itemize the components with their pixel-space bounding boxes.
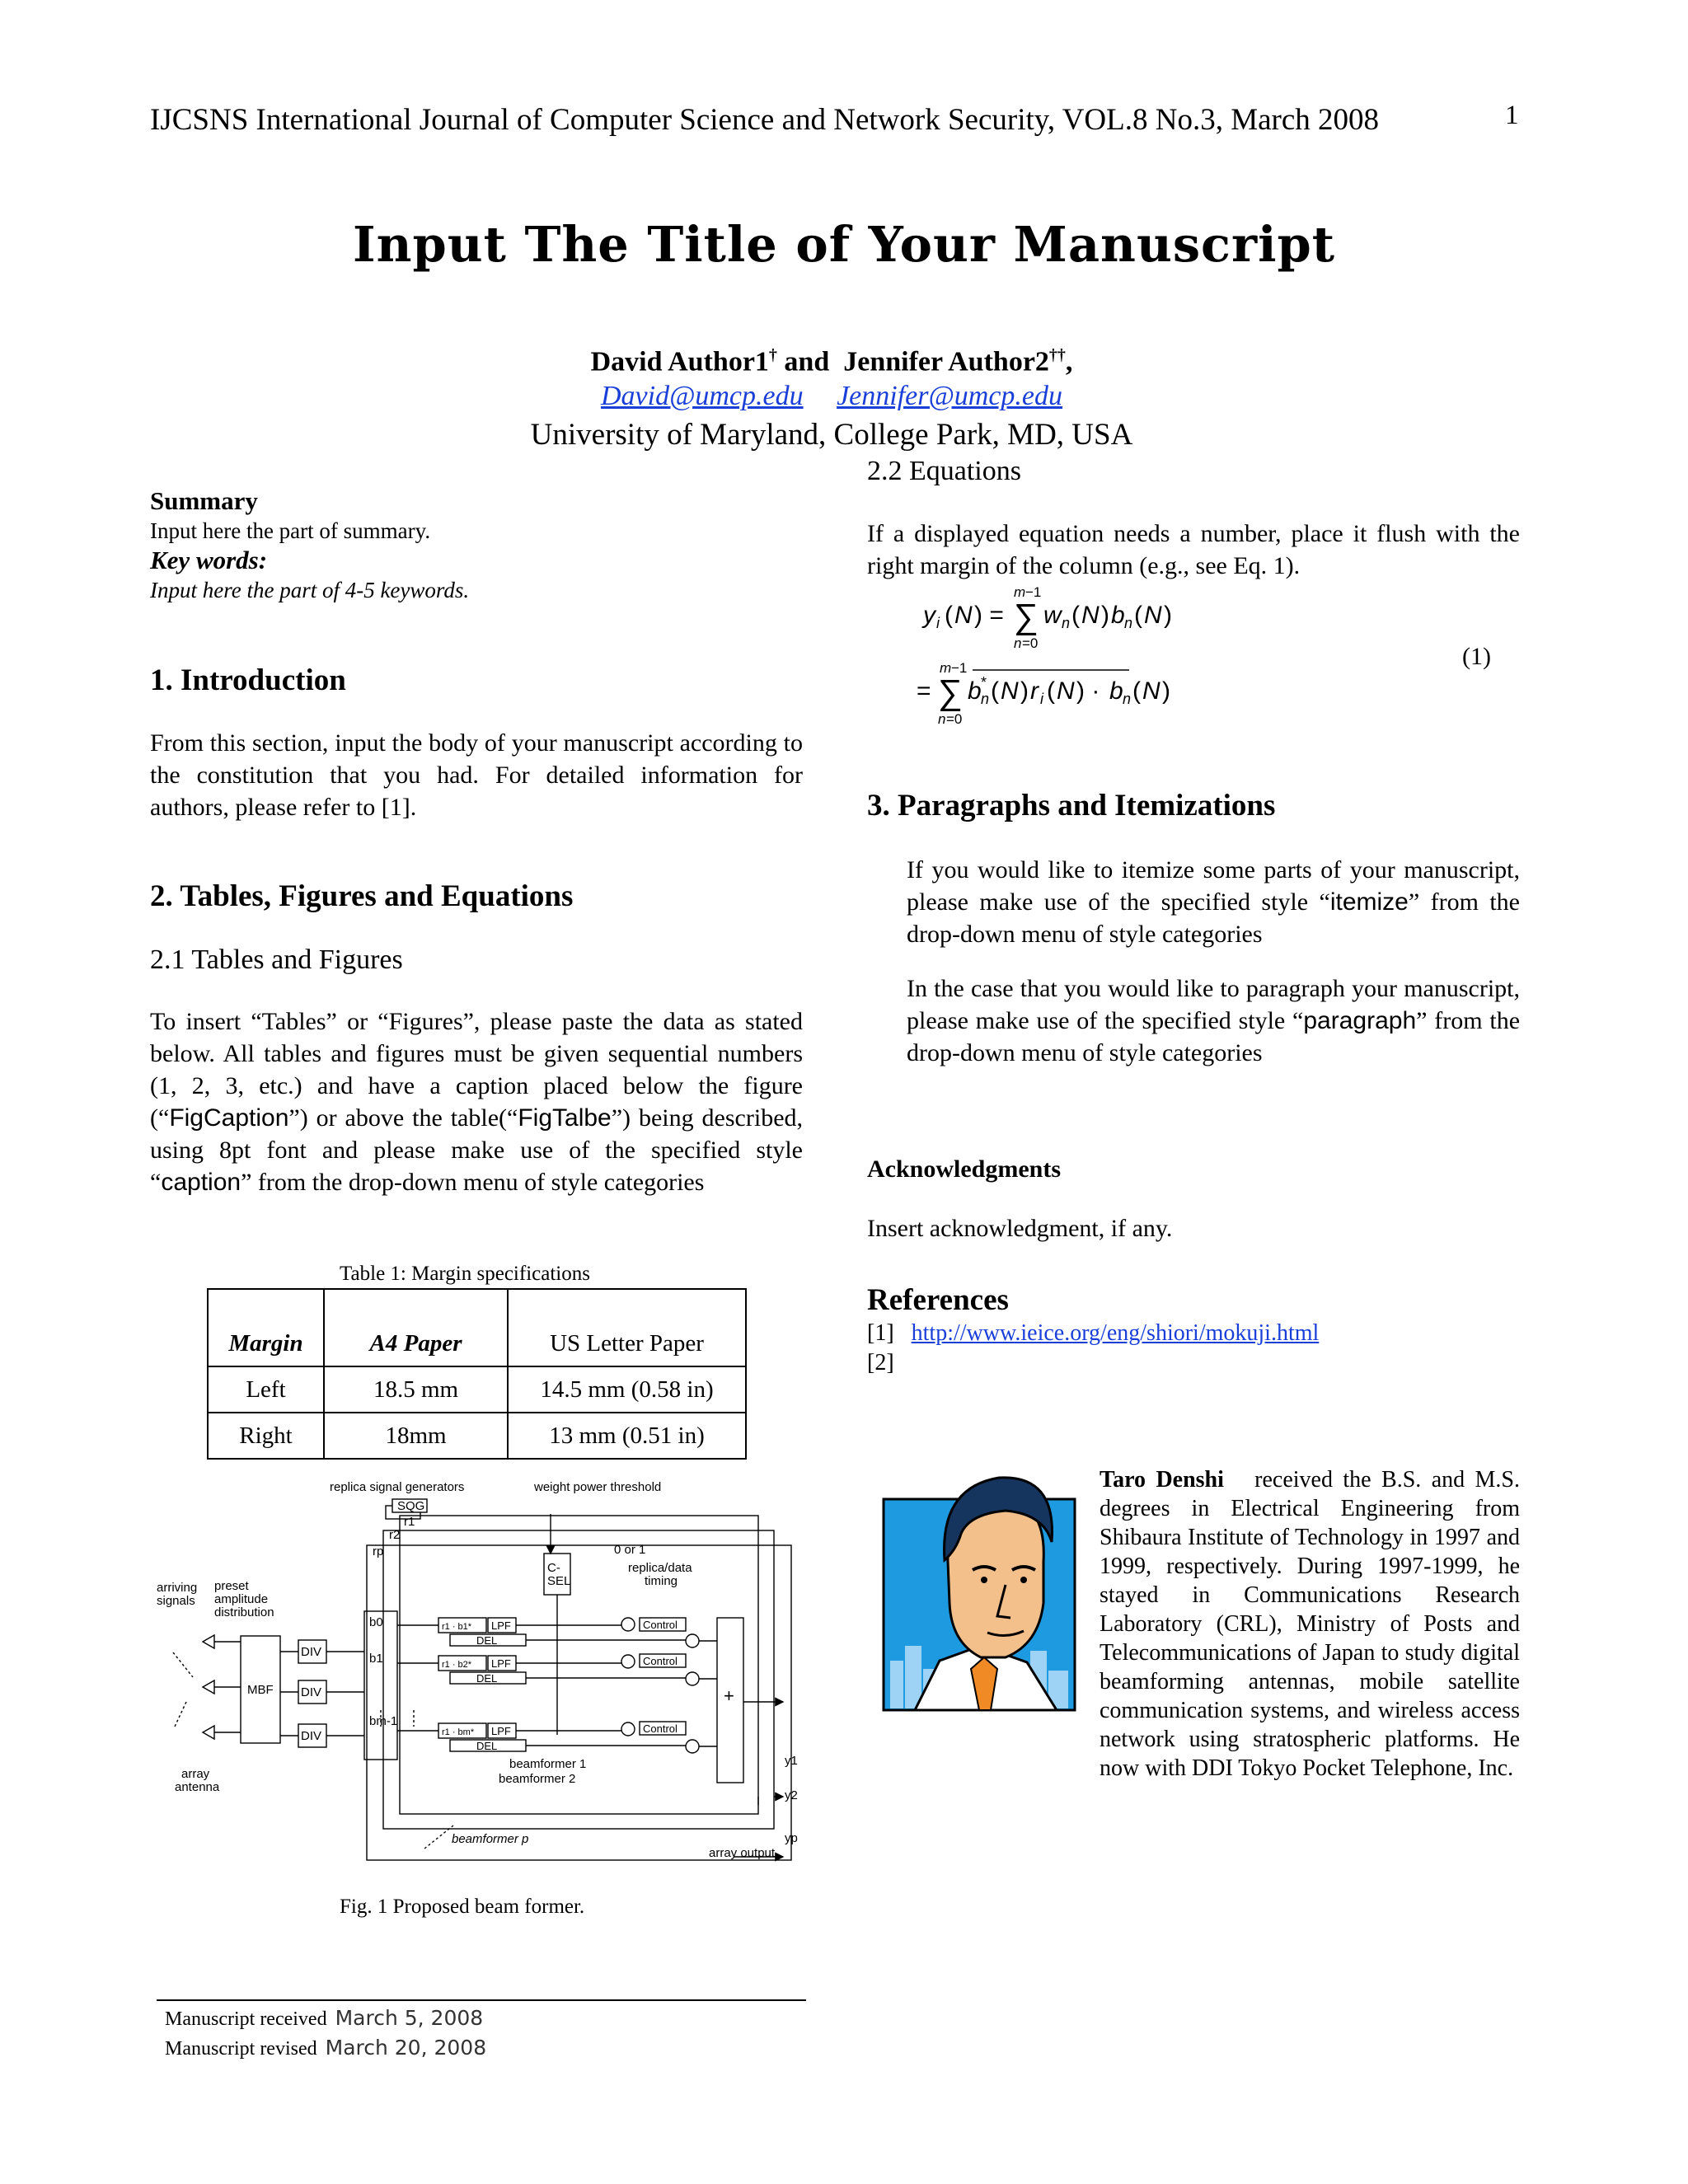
fig-label-control-2: Control xyxy=(643,1655,678,1667)
acknowledgments-heading: Acknowledgments xyxy=(867,1155,1062,1183)
paragraph-text-2: ” from the drop-down menu of style categories xyxy=(907,1007,1521,1066)
svg-text:*: * xyxy=(981,674,987,691)
svg-text:n: n xyxy=(1124,615,1133,631)
fig-label-sum: + xyxy=(724,1685,734,1706)
section-heading-paragraphs: 3. Paragraphs and Itemizations xyxy=(867,789,1276,823)
fig-label-csel-1: C- xyxy=(547,1561,560,1575)
svg-text:y: y xyxy=(923,602,935,629)
svg-text:n: n xyxy=(938,711,946,727)
table-cell: 14.5 mm (0.58 in) xyxy=(508,1366,746,1413)
svg-text:m: m xyxy=(940,660,952,676)
svg-text:) ·: ) · xyxy=(1076,677,1100,705)
paper-title: Input The Title of Your Manuscript xyxy=(353,216,1335,273)
beamformer-diagram xyxy=(157,1479,799,1867)
fig-label-r1: r1 xyxy=(404,1515,415,1529)
revised-note xyxy=(165,2036,486,2060)
style-caption: caption xyxy=(161,1169,241,1196)
tf-text-4: ” from the drop-down menu of style categories xyxy=(241,1169,705,1196)
table-cell: 18.5 mm xyxy=(324,1366,508,1413)
summary-heading: Summary xyxy=(150,486,258,515)
fig-label-b0: b0 xyxy=(369,1615,383,1629)
received-label: Manuscript received xyxy=(165,2008,327,2030)
svg-text:): ) xyxy=(1101,602,1109,629)
svg-text:N: N xyxy=(1081,602,1100,629)
fig-label-array-2: antenna xyxy=(175,1780,220,1794)
author-2-mark: †† xyxy=(1048,346,1066,364)
affiliation: University of Maryland, College Park, MD, USA xyxy=(530,418,1133,452)
svg-text:−1: −1 xyxy=(951,660,968,676)
fig-label-csel-2: SEL xyxy=(547,1574,571,1588)
fig-label-yp: yp xyxy=(785,1831,798,1845)
author-1: David Author1 xyxy=(590,346,769,377)
svg-text:(: ( xyxy=(991,677,999,705)
svg-text:w: w xyxy=(1043,602,1062,629)
svg-text:i: i xyxy=(1040,691,1043,707)
style-figtable: FigTalbe xyxy=(518,1104,612,1132)
fig-label-bf2: beamformer 2 xyxy=(499,1772,576,1786)
itemize-text-1: If you would like to itemize some parts of your manuscript, please make use of the specified style “ xyxy=(907,856,1520,916)
table-header-a4: A4 Paper xyxy=(324,1289,508,1366)
fig-label-lpf-2: LPF xyxy=(491,1657,511,1670)
svg-text:N: N xyxy=(954,602,973,629)
fig-label-array-1: array xyxy=(181,1767,210,1781)
fig-label-del-2: DEL xyxy=(476,1672,498,1685)
revised-date: March 20, 2008 xyxy=(325,2036,487,2060)
fig-label-div-1: DIV xyxy=(301,1645,322,1659)
itemize-text-2: ” from the drop-down menu of style categories xyxy=(907,888,1521,948)
acknowledgments-text: Insert acknowledgment, if any. xyxy=(867,1215,1173,1242)
reference-item xyxy=(867,1320,1520,1347)
running-header: IJCSNS International Journal of Computer Science and Network Security, VOL.8 No.3, March 2008 xyxy=(150,103,1380,137)
svg-text:r: r xyxy=(1030,677,1039,705)
table-row xyxy=(208,1413,746,1459)
bio-text: received the B.S. and M.S. degrees in Electrical Engineering from Shibaura Institute of Technology in 1997 and 1999, respectively. During 1997-1999, he stayed in Communications Research Laboratory (CRL), Ministry of Posts and Telecommunications of Japan to study digital beamforming antennas, mobile satellite communication systems, and wireless access network using stratospheric platforms. He now with DDI Tokyo Pocket Telephone, Inc. xyxy=(1100,1467,1521,1781)
table-row xyxy=(208,1366,746,1413)
fig-label-mult-3: r1 · bm* xyxy=(442,1727,475,1737)
references-heading: References xyxy=(867,1283,1009,1317)
style-figcaption: FigCaption xyxy=(169,1104,289,1132)
author-1-mark: † xyxy=(768,346,777,364)
tables-figures-paragraph xyxy=(150,1005,803,1198)
style-paragraph: paragraph xyxy=(1303,1007,1417,1034)
svg-text:) =: ) = xyxy=(974,602,1004,629)
reference-number: [1] xyxy=(867,1320,894,1346)
svg-text:∑: ∑ xyxy=(938,673,963,711)
svg-text:N: N xyxy=(1057,677,1075,705)
author-photo xyxy=(882,1463,1076,1712)
keywords-heading: Key words: xyxy=(150,546,268,574)
svg-text:(: ( xyxy=(945,602,953,629)
equations-paragraph: If a displayed equation needs a number, place it flush with the right margin of the column (e.g., see Eq. 1). xyxy=(867,520,1520,579)
fig-label-replica-gen: replica signal generators xyxy=(330,1480,465,1494)
margin-table xyxy=(207,1288,747,1460)
fig-label-y1: y1 xyxy=(785,1754,798,1768)
subsection-heading-equations: 2.2 Equations xyxy=(867,456,1021,486)
fig-label-y2: y2 xyxy=(785,1788,798,1802)
equation-number: (1) xyxy=(1462,643,1491,670)
svg-text:): ) xyxy=(1164,602,1172,629)
svg-text:N: N xyxy=(1144,602,1162,629)
svg-text:∑: ∑ xyxy=(1014,597,1039,635)
tf-text-1: To insert “Tables” or “Figures”, please paste the data as stated below. All tables and figures must be given sequential numbers (1, 2, 3, etc.) and have a caption placed below the figure (“ xyxy=(150,1008,803,1132)
received-note xyxy=(165,2006,483,2031)
svg-text:b: b xyxy=(1109,677,1123,705)
author-bio-top xyxy=(1100,1465,1520,1783)
svg-text:n: n xyxy=(1123,691,1132,707)
page-number: 1 xyxy=(1505,101,1519,130)
footnote-rule xyxy=(157,1999,806,2001)
revised-label: Manuscript revised xyxy=(165,2038,317,2060)
fig-label-div-2: DIV xyxy=(301,1685,322,1699)
table-caption: Table 1: Margin specifications xyxy=(340,1263,590,1285)
email-link-2[interactable]: Jennifer@umcp.edu xyxy=(837,381,1063,411)
fig-label-b1: b1 xyxy=(369,1652,383,1666)
svg-text:=0: =0 xyxy=(1022,635,1039,651)
reference-item xyxy=(867,1350,1520,1376)
table-cell: Right xyxy=(208,1413,324,1459)
svg-text:n: n xyxy=(1014,635,1022,651)
tf-text-3: ”) being described, using 8pt font and please make use of the specified style “ xyxy=(150,1104,804,1196)
author-emails xyxy=(0,381,1663,412)
svg-text:(: ( xyxy=(1071,602,1080,629)
svg-text:m: m xyxy=(1014,584,1026,600)
svg-text:): ) xyxy=(1020,677,1029,705)
itemize-paragraph xyxy=(907,854,1520,950)
svg-text:n: n xyxy=(981,691,990,707)
svg-text:(: ( xyxy=(1047,677,1055,705)
fig-label-zero-or-one: 0 or 1 xyxy=(614,1543,646,1557)
table-header-margin: Margin xyxy=(208,1289,324,1366)
svg-text:N: N xyxy=(1142,677,1160,705)
tf-text-2: ”) or above the table(“ xyxy=(288,1104,518,1132)
fig-label-mult-1: r1 · b1* xyxy=(442,1622,472,1632)
fig-label-del-1: DEL xyxy=(476,1634,498,1647)
fig-label-bm1: bm-1 xyxy=(369,1714,398,1728)
fig-label-weight: weight power threshold xyxy=(534,1480,662,1494)
fig-label-array-output: array output xyxy=(709,1846,776,1860)
fig-label-preset-3: distribution xyxy=(214,1605,274,1619)
bio-name: Taro Denshi xyxy=(1100,1467,1224,1493)
svg-text:=: = xyxy=(917,677,931,705)
table-header-us-letter: US Letter Paper xyxy=(508,1289,746,1366)
fig-label-mbf: MBF xyxy=(247,1683,274,1697)
intro-paragraph: From this section, input the body of your manuscript according to the constitution that you had. For detailed information for authors, please refer to [1]. xyxy=(150,729,803,821)
svg-text:N: N xyxy=(1001,677,1019,705)
table-cell: 13 mm (0.51 in) xyxy=(508,1413,746,1459)
paragraph-text-1: In the case that you would like to paragraph your manuscript, please make use of the specified style “ xyxy=(907,975,1520,1034)
reference-number: [2] xyxy=(867,1350,894,1376)
fig-label-lpf-1: LPF xyxy=(491,1619,511,1632)
summary-text: Input here the part of summary. xyxy=(150,518,431,543)
author-and: and xyxy=(784,346,830,377)
fig-label-arriving-1: arriving xyxy=(157,1581,198,1595)
figure-caption: Fig. 1 Proposed beam former. xyxy=(340,1896,585,1918)
equation-1 xyxy=(898,582,1525,730)
fig-label-bfp: beamformer p xyxy=(452,1832,529,1846)
style-itemize: itemize xyxy=(1329,888,1409,916)
fig-label-div-3: DIV xyxy=(301,1729,322,1743)
section-heading-tables: 2. Tables, Figures and Equations xyxy=(150,879,574,913)
svg-text:(: ( xyxy=(1134,602,1142,629)
author-2: Jennifer Author2 xyxy=(843,346,1049,377)
author-line xyxy=(0,346,1663,377)
fig-label-sqg: SQG xyxy=(397,1499,425,1513)
fig-label-rp: rp xyxy=(373,1544,384,1558)
fig-label-preset-1: preset xyxy=(214,1579,249,1593)
fig-label-replica-timing-1: replica/data xyxy=(628,1561,692,1575)
svg-text:(: ( xyxy=(1132,677,1141,705)
fig-label-arriving-2: signals xyxy=(157,1594,195,1608)
svg-text:): ) xyxy=(1162,677,1170,705)
table-cell: Left xyxy=(208,1366,324,1413)
email-link-1[interactable]: David@umcp.edu xyxy=(600,381,804,411)
svg-text:i: i xyxy=(936,615,940,631)
paragraph-style-paragraph xyxy=(907,972,1520,1069)
svg-text:b: b xyxy=(1111,602,1125,629)
svg-text:n: n xyxy=(1062,615,1071,631)
svg-text:b: b xyxy=(968,677,982,705)
fig-label-mult-2: r1 · b2* xyxy=(442,1660,472,1670)
section-heading-intro: 1. Introduction xyxy=(150,663,346,697)
keywords-text: Input here the part of 4-5 keywords. xyxy=(150,578,470,602)
fig-label-replica-timing-2: timing xyxy=(645,1574,678,1588)
fig-label-preset-2: amplitude xyxy=(214,1592,269,1606)
subsection-heading-tables-figures: 2.1 Tables and Figures xyxy=(150,944,403,975)
fig-label-control-1: Control xyxy=(643,1619,678,1631)
fig-label-del-3: DEL xyxy=(476,1740,498,1752)
fig-label-bf1: beamformer 1 xyxy=(509,1757,587,1771)
author-trail: , xyxy=(1065,346,1073,377)
svg-text:−1: −1 xyxy=(1025,584,1042,600)
fig-label-lpf-3: LPF xyxy=(491,1725,511,1737)
table-cell: 18mm xyxy=(324,1413,508,1459)
svg-text:=0: =0 xyxy=(946,711,963,727)
reference-link[interactable]: http://www.ieice.org/eng/shiori/mokuji.html xyxy=(911,1320,1320,1346)
summary-block xyxy=(150,486,803,605)
received-date: March 5, 2008 xyxy=(335,2006,484,2030)
fig-label-control-3: Control xyxy=(643,1722,678,1735)
table-header-row xyxy=(208,1289,746,1366)
fig-label-r2: r2 xyxy=(389,1528,401,1542)
